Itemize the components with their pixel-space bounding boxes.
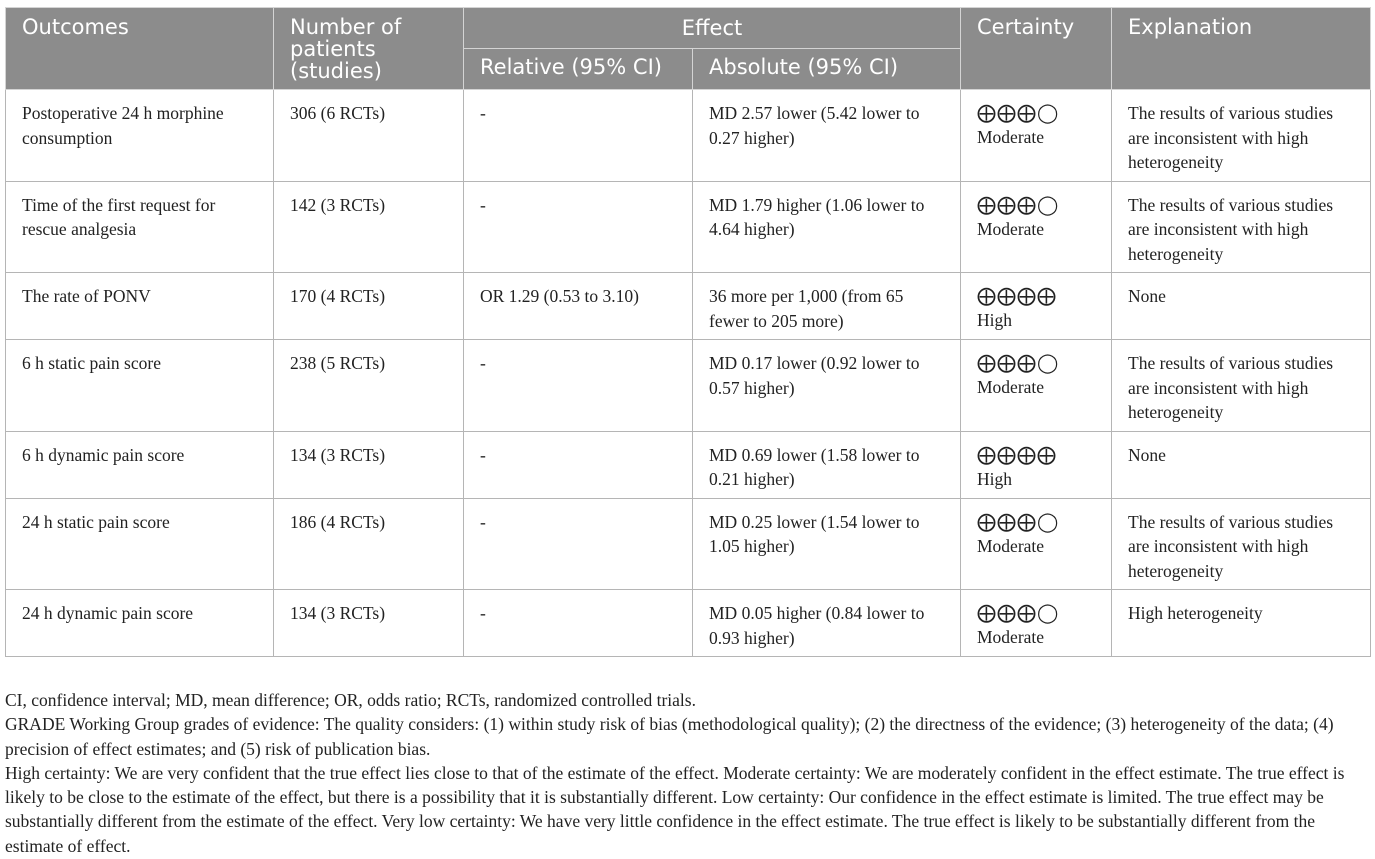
col-header-patients: Number of patients (studies) xyxy=(274,8,464,90)
certainty-rating-icon: ⨁⨁⨁⨁ xyxy=(977,285,1057,307)
cell-relative: OR 1.29 (0.53 to 3.10) xyxy=(464,273,693,340)
col-header-effect: Effect xyxy=(464,8,961,49)
cell-outcome: 24 h dynamic pain score xyxy=(6,590,274,657)
cell-explanation: High heterogeneity xyxy=(1112,590,1371,657)
certainty-level: Moderate xyxy=(977,535,1045,556)
certainty-level: Moderate xyxy=(977,218,1045,239)
cell-certainty xyxy=(961,498,1112,590)
col-header-explanation: Explanation xyxy=(1112,8,1371,90)
cell-outcome: Postoperative 24 h morphine consumption xyxy=(6,90,274,182)
cell-outcome: 24 h static pain score xyxy=(6,498,274,590)
cell-certainty xyxy=(961,181,1112,273)
cell-explanation: The results of various studies are inconsistent with high heterogeneity xyxy=(1112,340,1371,432)
table-row xyxy=(6,590,1371,657)
cell-explanation: The results of various studies are inconsistent with high heterogeneity xyxy=(1112,181,1371,273)
cell-relative: - xyxy=(464,90,693,182)
table-row xyxy=(6,340,1371,432)
cell-relative: - xyxy=(464,590,693,657)
header-row-top xyxy=(6,8,1371,49)
footnote-grade: GRADE Working Group grades of evidence: The quality considers: (1) within study risk of bias (methodological quality); (2) the directness of the evidence; (3) heterogeneity of the data; (4) precision of effect estimates; and (5) risk of publication bias. xyxy=(5,714,1334,759)
certainty-rating-icon: ⨁⨁⨁◯ xyxy=(977,352,1060,374)
certainty-level: High xyxy=(977,468,1012,489)
footnote-abbreviations: CI, confidence interval; MD, mean difference; OR, odds ratio; RCTs, randomized controlled trials. xyxy=(5,690,696,710)
cell-patients: 306 (6 RCTs) xyxy=(274,90,464,182)
certainty-level: High xyxy=(977,310,1012,330)
certainty-rating-icon: ⨁⨁⨁◯ xyxy=(977,102,1060,124)
cell-relative: - xyxy=(464,498,693,590)
cell-certainty xyxy=(961,340,1112,432)
cell-explanation: The results of various studies are inconsistent with high heterogeneity xyxy=(1112,498,1371,590)
cell-patients: 142 (3 RCTs) xyxy=(274,181,464,273)
cell-absolute: MD 0.25 lower (1.54 lower to 1.05 higher) xyxy=(693,498,961,590)
certainty-rating-icon: ⨁⨁⨁◯ xyxy=(977,602,1060,624)
cell-explanation: The results of various studies are inconsistent with high heterogeneity xyxy=(1112,90,1371,182)
cell-relative: - xyxy=(464,431,693,498)
cell-absolute: MD 2.57 lower (5.42 lower to 0.27 higher) xyxy=(693,90,961,182)
certainty-rating-icon: ⨁⨁⨁◯ xyxy=(977,510,1060,533)
table-row xyxy=(6,181,1371,273)
certainty-level: Moderate xyxy=(977,377,1045,397)
certainty-level: Moderate xyxy=(977,127,1045,147)
table-body xyxy=(6,90,1371,657)
cell-patients: 186 (4 RCTs) xyxy=(274,498,464,590)
cell-explanation: None xyxy=(1112,273,1371,340)
col-header-outcomes: Outcomes xyxy=(6,8,274,90)
cell-absolute: MD 0.05 higher (0.84 lower to 0.93 higher) xyxy=(693,590,961,657)
table-row xyxy=(6,431,1371,498)
table-header xyxy=(6,8,1371,90)
cell-outcome: Time of the first request for rescue analgesia xyxy=(6,181,274,273)
footnote-definitions: High certainty: We are very confident that the true effect lies close to that of the estimate of the effect. Moderate certainty: We are moderately confident in the effect estimate. The true effect is likely to be close to the estimate of the effect, but there is a possibility that it is substantially different. Low certainty: Our confidence in the effect estimate is limited. The true effect may be substantially different from the estimate of the effect. Very low certainty: We have very little confidence in the effect estimate. The true effect is likely to be substantially different from the estimate of effect. xyxy=(5,762,1345,856)
cell-certainty xyxy=(961,590,1112,657)
grade-evidence-table xyxy=(5,7,1371,657)
cell-outcome: The rate of PONV xyxy=(6,273,274,340)
cell-outcome: 6 h static pain score xyxy=(6,340,274,432)
cell-patients: 238 (5 RCTs) xyxy=(274,340,464,432)
cell-absolute: MD 0.69 lower (1.58 lower to 0.21 higher) xyxy=(693,431,961,498)
cell-outcome: 6 h dynamic pain score xyxy=(6,431,274,498)
table-row xyxy=(6,273,1371,340)
cell-certainty xyxy=(961,90,1112,182)
cell-certainty xyxy=(961,431,1112,498)
cell-relative: - xyxy=(464,340,693,432)
grade-table-container xyxy=(5,7,1370,657)
cell-absolute: MD 1.79 higher (1.06 lower to 4.64 higher) xyxy=(693,181,961,273)
cell-certainty xyxy=(961,273,1112,340)
cell-patients: 134 (3 RCTs) xyxy=(274,431,464,498)
col-header-relative: Relative (95% CI) xyxy=(464,49,693,90)
certainty-level: Moderate xyxy=(977,627,1045,647)
table-row xyxy=(6,90,1371,182)
certainty-rating-icon: ⨁⨁⨁◯ xyxy=(977,193,1060,216)
col-header-absolute: Absolute (95% CI) xyxy=(693,49,961,90)
cell-absolute: 36 more per 1,000 (from 65 fewer to 205 more) xyxy=(693,273,961,340)
table-row xyxy=(6,498,1371,590)
certainty-rating-icon: ⨁⨁⨁⨁ xyxy=(977,443,1057,466)
cell-relative: - xyxy=(464,181,693,273)
cell-patients: 170 (4 RCTs) xyxy=(274,273,464,340)
cell-absolute: MD 0.17 lower (0.92 lower to 0.57 higher) xyxy=(693,340,961,432)
table-footnotes xyxy=(5,688,1370,858)
col-header-certainty: Certainty xyxy=(961,8,1112,90)
cell-patients: 134 (3 RCTs) xyxy=(274,590,464,657)
cell-explanation: None xyxy=(1112,431,1371,498)
